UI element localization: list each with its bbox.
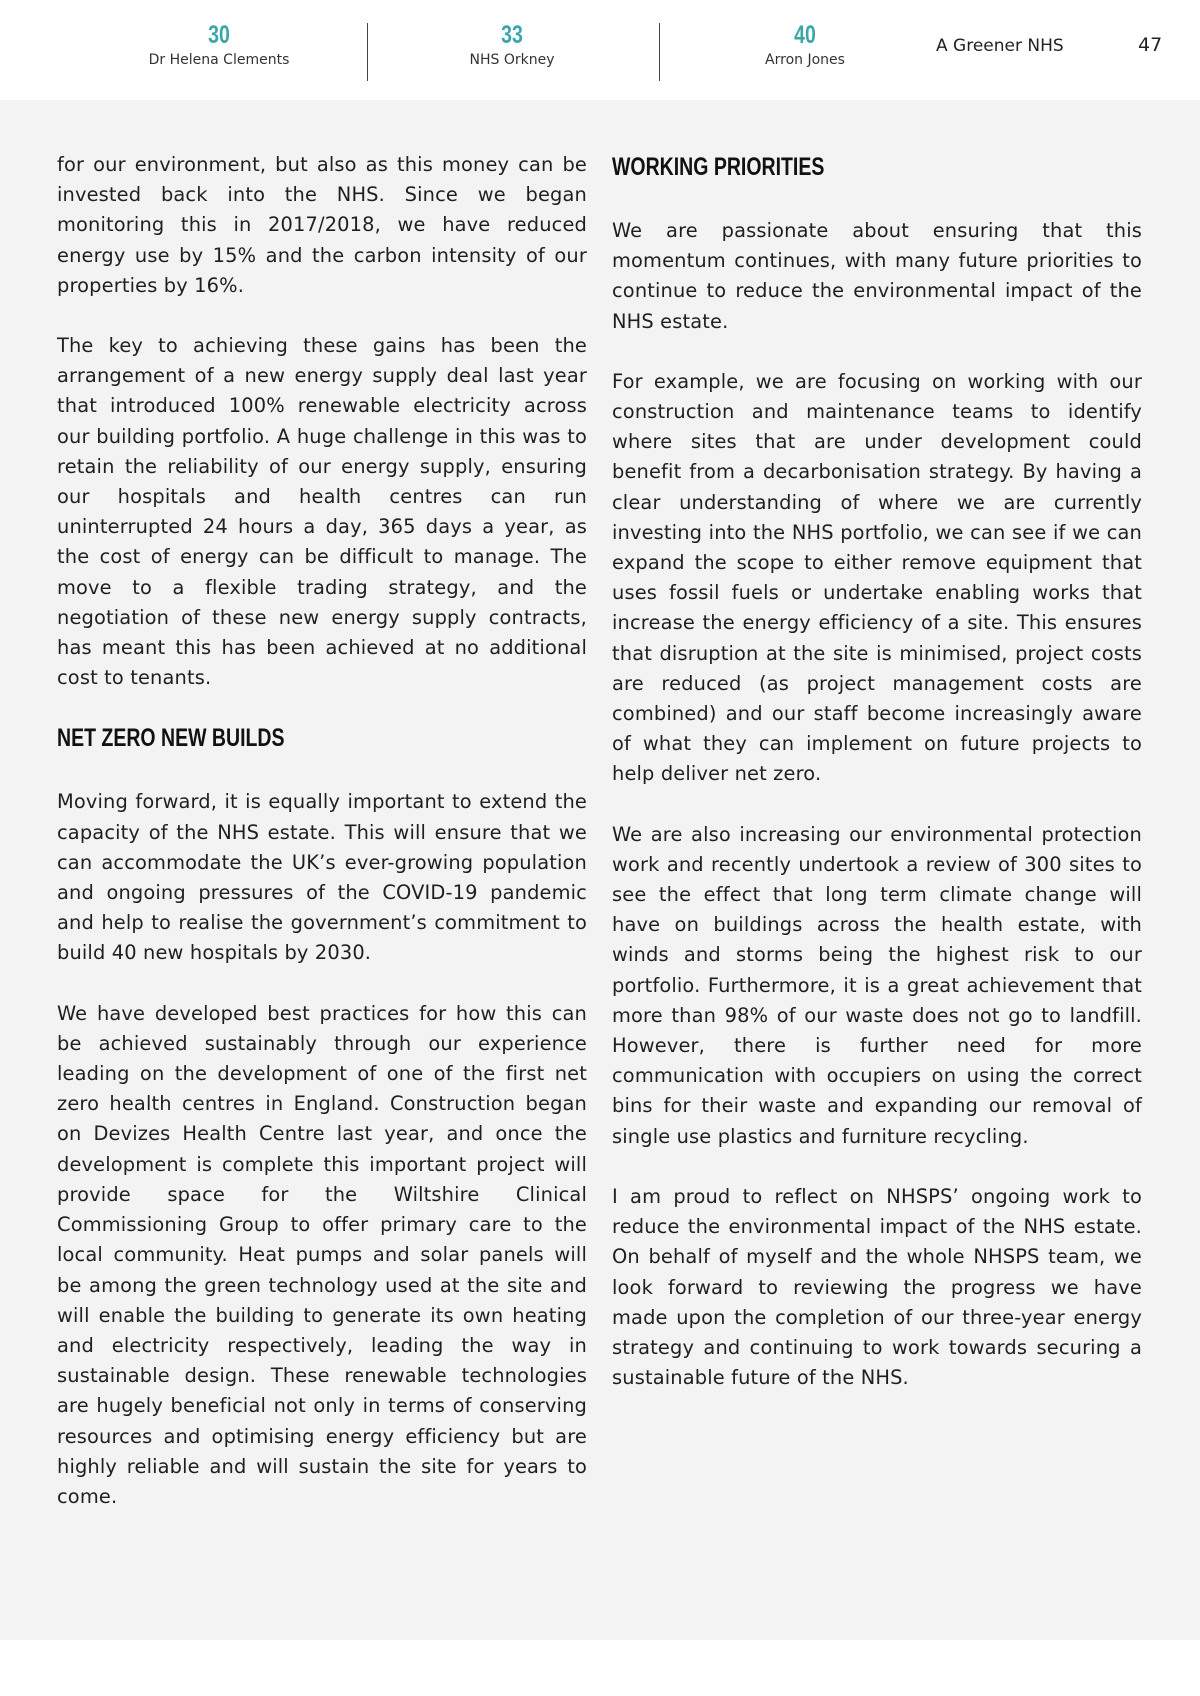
right-column [612,150,1142,1423]
nav-article-name: Arron Jones [765,52,845,68]
paragraph: For example, we are focusing on working with our construction and maintenance teams to identify where sites that are under development could benefit from a decarbonisation strategy. By having a clear understanding of where we are currently investing into the NHS portfolio, we can see if we can expand the scope to either remove equipment that uses fossil fuels or undertake enabling works that increase the energy efficiency of a site. This ensures that disruption at the site is minimised, project costs are reduced (as project management costs are combined) and our staff become increasingly aware of what they can implement on future projects to help deliver net zero. [612,369,1142,786]
nav-divider [367,23,368,81]
paragraph: The key to achieving these gains has been the arrangement of a new energy supply deal last year that introduced 100% renewable electricity across our building portfolio. A huge challenge in this was to retain the reliability of our energy supply, ensuring our hospitals and health centres can run uninterrupted 24 hours a day, 365 days a year, as the cost of energy can be difficult to manage. The move to a flexible trading strategy, and the negotiation of these new energy supply contracts, has meant this has been achieved at no additional cost to tenants. [57,334,587,690]
article-body [0,100,1200,1640]
nav-divider [659,23,660,81]
paragraph: We are passionate about ensuring that this momentum continues, with many future priorities to continue to reduce the environmental impact of the NHS estate. [612,219,1142,333]
nav-page-number: 33 [501,21,523,49]
page-number: 47 [1138,34,1163,56]
nav-page-number: 30 [208,21,230,49]
paragraph: for our environment, but also as this money can be invested back into the NHS. Since we began monitoring this in 2017/2018, we have reduced energy use by 15% and the carbon intensity of our properties by 16%. [57,153,587,297]
nav-article-name: NHS Orkney [469,52,555,68]
nav-link-arron-jones[interactable] [685,20,925,69]
left-column [57,150,587,1542]
section-heading-net-zero-new-builds: NET ZERO NEW BUILDS [57,724,285,753]
nav-link-dr-helena-clements[interactable] [99,20,339,69]
section-heading-working-priorities: WORKING PRIORITIES [612,153,825,181]
paragraph: We have developed best practices for how this can be achieved sustainably through our experience leading on the development of one of the first net zero health centres in England. Construction began on Devizes Health Centre last year, and once the development is complete this important project will provide space for the Wiltshire Clinical Commissioning Group to offer primary care to the local community. Heat pumps and solar panels will be among the green technology used at the site and will enable the building to generate its own heating and electricity respectively, leading the way in sustainable design. These renewable technologies are hugely beneficial not only in terms of conserving resources and optimising energy efficiency but are highly reliable and will sustain the site for years to come. [57,1001,587,1508]
nav-page-number: 40 [794,21,816,49]
page-header [0,0,1200,100]
paragraph: We are also increasing our environmental protection work and recently undertook a review of 300 sites to see the effect that long term climate change will have on buildings across the health estate, with winds and storms being the highest risk to our portfolio. Furthermore, it is a great achievement that more than 98% of our waste does not go to landfill. However, there is further need for more communication with occupiers on using the correct bins for their waste and expanding our removal of single use plastics and furniture recycling. [612,822,1142,1148]
paragraph: Moving forward, it is equally important to extend the capacity of the NHS estate. This will ensure that we can accommodate the UK’s ever-growing population and ongoing pressures of the COVID-19 pandemic and help to realise the government’s commitment to build 40 new hospitals by 2030. [57,790,587,965]
paragraph: I am proud to reflect on NHSPS’ ongoing work to reduce the environmental impact of the NHS estate. On behalf of myself and the whole NHSPS team, we look forward to reviewing the progress we have made upon the completion of our three-year energy strategy and continuing to work towards securing a sustainable future of the NHS. [612,1184,1142,1390]
nav-article-name: Dr Helena Clements [148,52,290,68]
nav-link-nhs-orkney[interactable] [392,20,632,69]
document-title-link[interactable]: A Greener NHS [936,36,1064,56]
